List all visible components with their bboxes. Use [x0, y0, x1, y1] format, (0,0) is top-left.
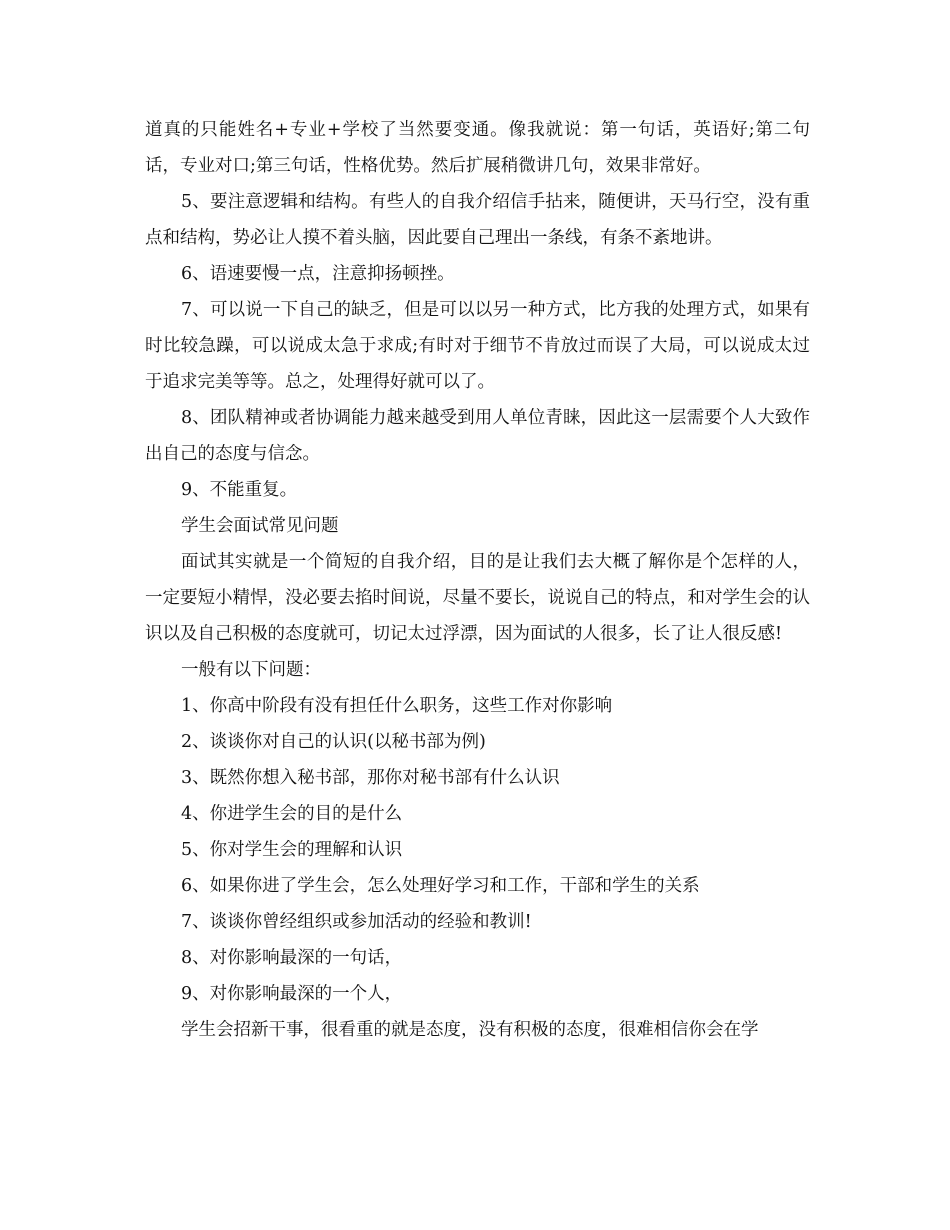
question-item-2: 2、谈谈你对自己的认识(以秘书部为例): [181, 732, 486, 752]
paragraph-intro-continuation: 道真的只能姓名+专业+学校了当然要变通。像我就说：第一句话，英语好;第二句话，专业对口;第三句话，性格优势。然后扩展稍微讲几句，效果非常好。: [145, 120, 810, 176]
question-item-7: 7、谈谈你曾经组织或参加活动的经验和教训!: [181, 912, 532, 932]
paragraph-closing: 学生会招新干事，很看重的就是态度，没有积极的态度，很难相信你会在学: [181, 1020, 759, 1040]
paragraph-interview-intro: 面试其实就是一个简短的自我介绍，目的是让我们去大概了解你是个怎样的人，一定要短小精悍，没必要去掐时间说，尽量不要长，说说自己的特点，和对学生会的认识以及自己积极的态度就可，切记太过浮漂，因为面试的人很多，长了让人很反感!: [145, 552, 810, 644]
document-body: [145, 112, 810, 1048]
question-item-4: 4、你进学生会的目的是什么: [181, 804, 403, 824]
question-item-3: 3、既然你想入秘书部，那你对秘书部有什么认识: [181, 768, 560, 788]
paragraph-tip-8: 8、团队精神或者协调能力越来越受到用人单位青睐，因此这一层需要个人大致作出自己的态度与信念。: [145, 408, 810, 464]
paragraph-tip-7: 7、可以说一下自己的缺乏，但是可以以另一种方式，比方我的处理方式，如果有时比较急躁，可以说成太急于求成;有时对于细节不肯放过而误了大局，可以说成太过于追求完美等等。总之，处理得好就可以了。: [145, 300, 810, 392]
paragraph-tip-6: 6、语速要慢一点，注意抑扬顿挫。: [181, 264, 455, 284]
section-heading: 学生会面试常见问题: [181, 516, 339, 536]
question-item-1: 1、你高中阶段有没有担任什么职务，这些工作对你影响: [181, 696, 613, 716]
paragraph-tip-5: 5、要注意逻辑和结构。有些人的自我介绍信手拈来，随便讲，天马行空，没有重点和结构，势必让人摸不着头脑，因此要自己理出一条线，有条不紊地讲。: [145, 192, 810, 248]
question-item-6: 6、如果你进了学生会，怎么处理好学习和工作，干部和学生的关系: [181, 876, 700, 896]
paragraph-tip-9: 9、不能重复。: [181, 480, 298, 500]
question-item-5: 5、你对学生会的理解和认识: [181, 840, 403, 860]
question-item-8: 8、对你影响最深的一句话，: [181, 948, 403, 968]
question-item-9: 9、对你影响最深的一个人，: [181, 984, 403, 1004]
paragraph-questions-lead: 一般有以下问题：: [181, 660, 321, 680]
